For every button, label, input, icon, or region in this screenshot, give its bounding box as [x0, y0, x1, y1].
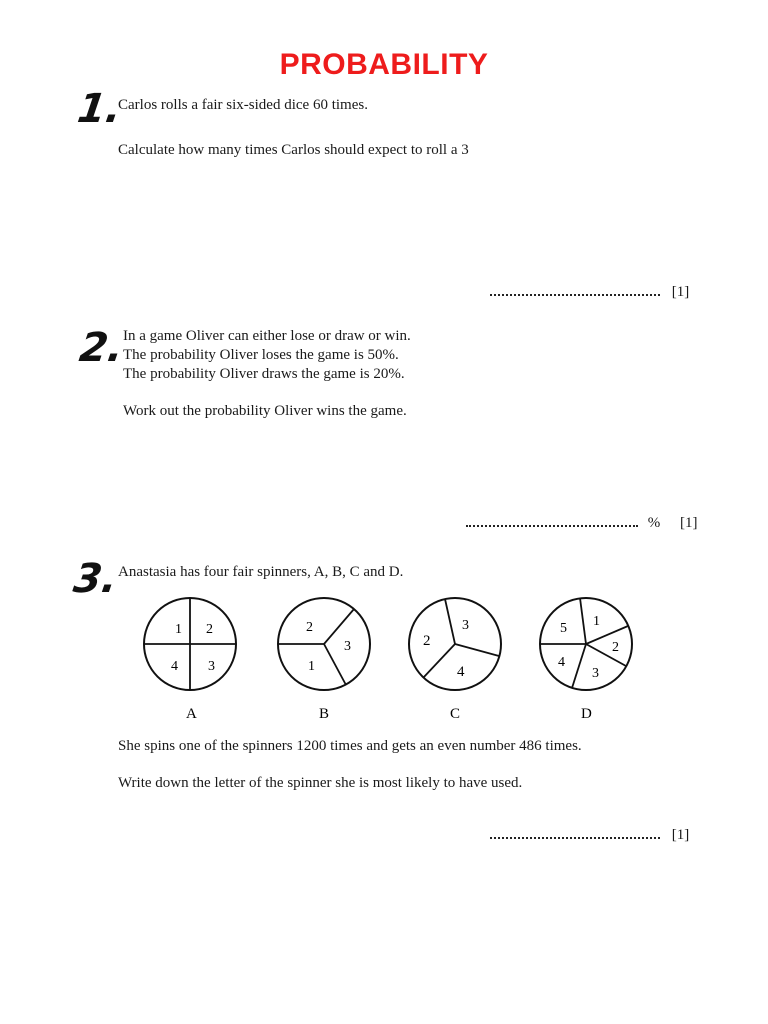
question-3-marks: [1] — [671, 827, 690, 843]
spinner-a-number: 1 — [175, 622, 182, 637]
question-2-line-3: The probability Oliver draws the game is 20%. — [123, 366, 405, 382]
question-1-marks: [1] — [671, 284, 690, 300]
answer-line-3[interactable] — [490, 825, 660, 839]
spinner-b-number: 1 — [308, 659, 315, 674]
question-3-answer — [490, 825, 689, 844]
spinner-d-number: 4 — [558, 655, 565, 670]
answer-line-1[interactable] — [490, 282, 660, 296]
spinner-d — [540, 598, 632, 722]
spinner-c-number: 3 — [462, 618, 469, 633]
question-2-line-4: Work out the probability Oliver wins the game. — [123, 403, 407, 419]
question-1-line-1: Carlos rolls a fair six-sided dice 60 times. — [118, 97, 368, 113]
question-3-line-2: She spins one of the spinners 1200 times and gets an even number 486 times. — [118, 738, 582, 754]
question-1-answer — [490, 282, 689, 301]
question-2-answer — [466, 513, 698, 532]
spinner-c — [409, 598, 501, 722]
spinner-b-number: 3 — [344, 639, 351, 654]
spinner-d-number: 1 — [593, 614, 600, 629]
spinner-d-label: D — [581, 706, 592, 722]
question-1-number: 1. — [74, 86, 125, 132]
question-2-marks: [1] — [680, 515, 698, 531]
answer-line-2[interactable] — [466, 513, 638, 527]
spinner-d-number: 2 — [612, 640, 619, 655]
spinner-a-number: 2 — [206, 622, 213, 637]
spinner-c-number: 2 — [423, 633, 431, 649]
spinner-b-label: B — [319, 706, 330, 722]
question-3-number: 3. — [70, 556, 121, 602]
spinner-d-number: 3 — [592, 666, 599, 681]
question-1-line-2: Calculate how many times Carlos should expect to roll a 3 — [118, 142, 469, 158]
spinner-c-label: C — [450, 706, 461, 722]
spinner-d-number: 5 — [560, 621, 567, 636]
question-2-number: 2. — [76, 325, 127, 371]
page-title: PROBABILITY — [279, 48, 489, 81]
percent-unit: % — [647, 515, 661, 531]
question-3-line-3: Write down the letter of the spinner she is most likely to have used. — [118, 775, 523, 791]
spinners-figure — [140, 596, 619, 726]
spinner-b-number: 2 — [306, 620, 313, 635]
spinner-c-number: 4 — [457, 664, 465, 680]
spinner-a-label: A — [186, 706, 197, 722]
spinner-a-number: 3 — [208, 659, 215, 674]
question-2-line-1: In a game Oliver can either lose or draw or win. — [123, 328, 411, 344]
question-2-line-2: The probability Oliver loses the game is 50%. — [123, 347, 399, 363]
question-3-line-1: Anastasia has four fair spinners, A, B, C and D. — [118, 564, 404, 580]
spinner-b — [278, 598, 370, 722]
spinner-a — [144, 598, 236, 722]
spinner-a-number: 4 — [171, 659, 178, 674]
